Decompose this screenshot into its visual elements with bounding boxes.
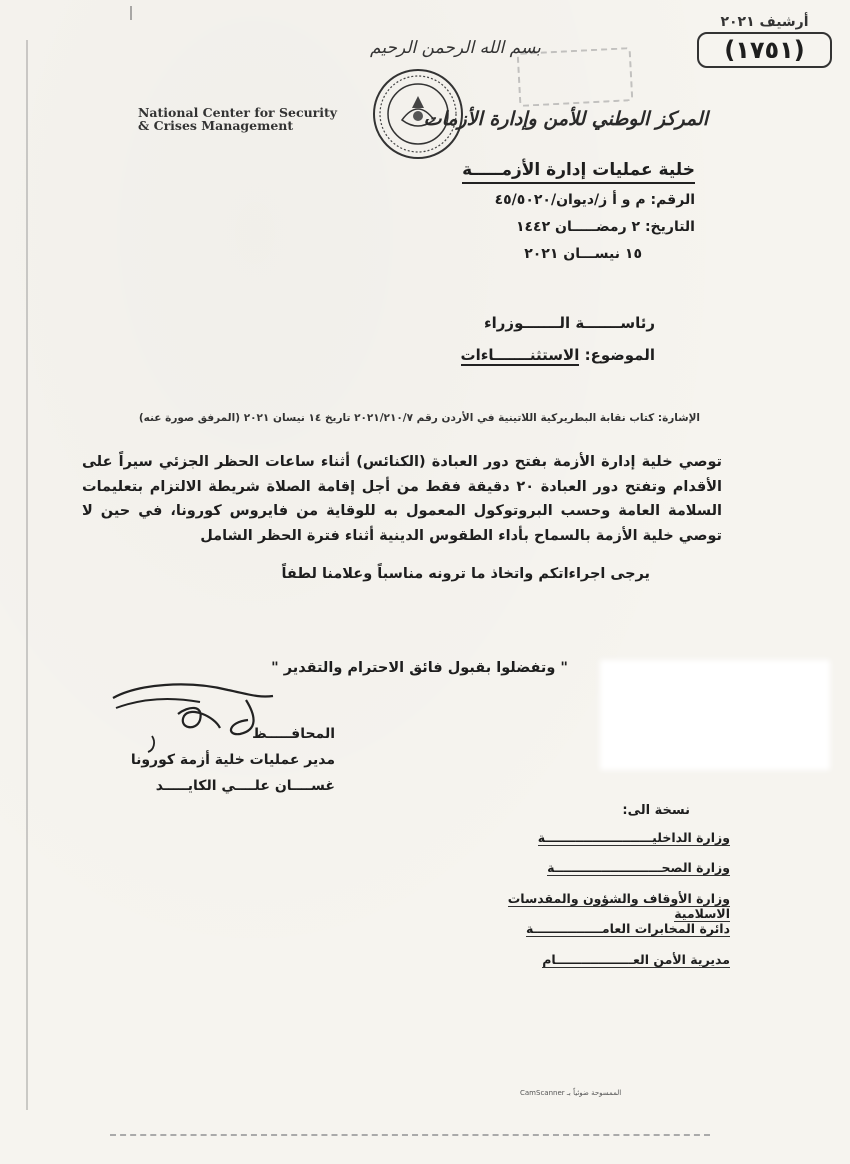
signature-role: مدير عمليات خلية أزمة كورونا <box>130 752 335 768</box>
closing-line: " وتفضلوا بقبول فائق الاحترام والتقدير " <box>271 660 568 676</box>
scanner-footer: CamScanner الممسوحة ضوئياً بـ <box>520 1089 622 1097</box>
list-item <box>470 860 730 890</box>
copy-recipient: وزارة الصحـــــــــــــــــــــــــة <box>547 860 730 876</box>
center-name-english <box>138 106 337 132</box>
addressee: رئاســـــــة الـــــــوزراء <box>483 314 655 332</box>
archive-number: (١٧٥١) <box>697 32 832 68</box>
date-gregorian: ١٥ نيســـان ٢٠٢١ <box>524 246 642 262</box>
scan-dashes <box>110 1134 710 1136</box>
copy-recipient: وزارة الداخليـــــــــــــــــــــــــة <box>537 830 730 845</box>
list-item <box>470 891 730 921</box>
date-hijri-value: ٢ رمضـــــان ١٤٤٢ <box>515 219 641 235</box>
request-line: يرجى اجراءاتكم واتخاذ ما ترونه مناسباً وعلامنا لطفاً <box>281 566 650 582</box>
list-item <box>470 952 730 982</box>
reference-note: الإشارة: كتاب نقابة البطريركية اللاتينية في الأردن رقم ٢٠٢١/٢١٠/٧ تاريخ ١٤ نيسان ٢٠٢١ (المرفق صورة عنه) <box>138 412 700 424</box>
copy-recipient: وزارة الأوقاف والشؤون والمقدسات الاسلامية <box>507 890 730 921</box>
reference-number <box>495 192 695 208</box>
ref-label: الرقم: <box>650 192 695 208</box>
archive-stamp <box>697 14 832 68</box>
date-hijri <box>516 219 695 235</box>
body-paragraph: توصي خلية إدارة الأزمة بفتح دور العبادة (الكنائس) أثناء ساعات الحظر الجزئي سيراً على الأقدام وتفتح دور العبادة ٢٠ دقيقة فقط من أجل إقامة الصلاة شريطة الالتزام بتعليمات السلامة العامة وحسب البروتوكول المعمول به للوقاية من فايروس كورونا، في حين لا توصي خلية الأزمة بالسماح بأداء الطقوس الدينية أثناء فترة الحظر الشامل <box>82 454 722 544</box>
copy-recipient: دائرة المخابرات العامــــــــــــــــة <box>525 921 730 937</box>
copy-recipient: مديرية الأمن العــــــــــــــــــام <box>542 951 730 967</box>
signature-title: المحافـــــظ <box>252 726 335 742</box>
scan-mark <box>130 6 132 20</box>
redaction-patch <box>600 660 830 770</box>
list-item <box>470 921 730 951</box>
archive-label: أرشيف ٢٠٢١ <box>720 14 809 30</box>
scan-mark <box>26 40 28 1110</box>
center-name-en-line1: National Center for Security <box>138 105 338 120</box>
list-item <box>470 830 730 860</box>
copies-list <box>470 830 730 982</box>
ref-value: م و أ ز/ديوان/٤٥/٥٠٢٠ <box>494 192 646 208</box>
subject-value: الاستثنـــــــاءات <box>460 346 580 364</box>
signature-name: غســــان علــــي الكايـــــد <box>155 778 335 794</box>
cell-title: خلية عمليات إدارة الأزمـــــة <box>462 160 695 184</box>
subject-line <box>461 346 655 364</box>
center-name-en-line2: & Crises Management <box>138 118 294 133</box>
date-label: التاريخ: <box>644 219 695 235</box>
bismillah: بسم الله الرحمن الرحيم <box>370 38 541 58</box>
handwritten-signature <box>108 676 278 756</box>
subject-label: الموضوع: <box>584 346 655 364</box>
copies-label: نسخة الى: <box>622 803 690 818</box>
center-name-arabic: المركز الوطني للأمن وإدارة الأزمات <box>423 108 708 130</box>
